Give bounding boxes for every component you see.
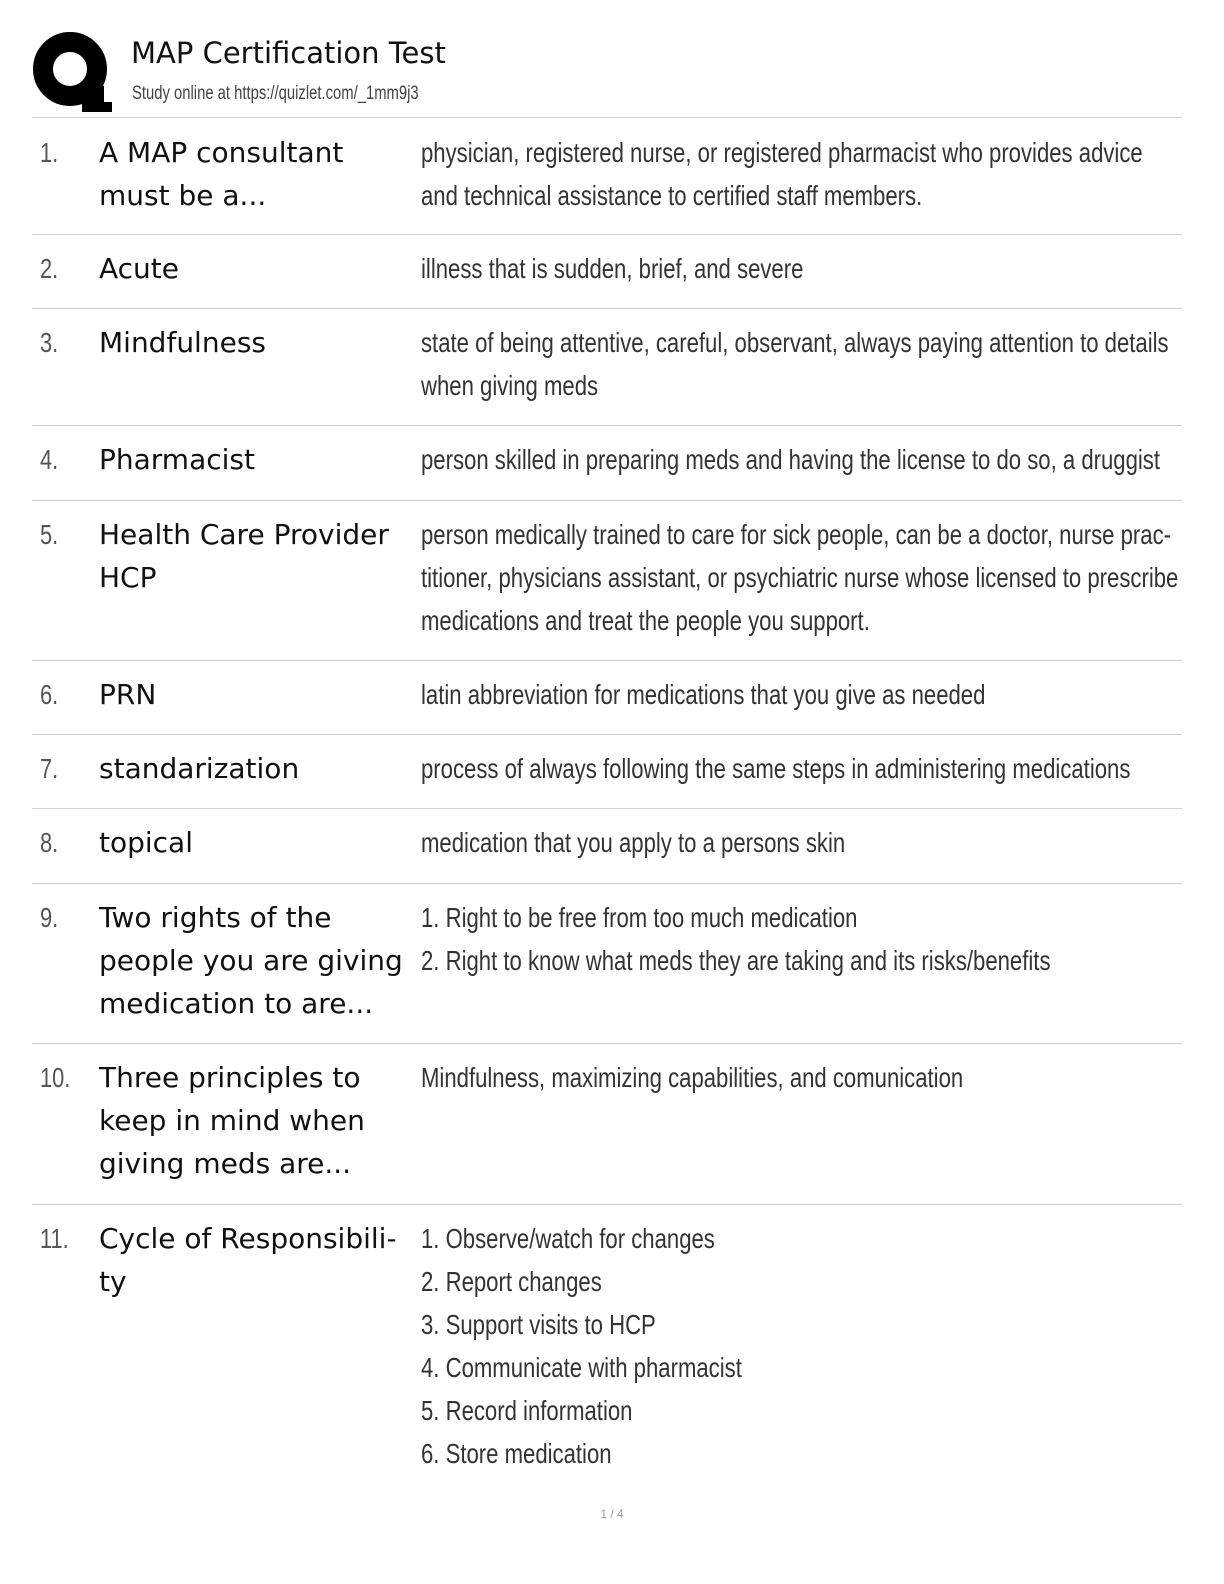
card-definition xyxy=(421,673,1172,716)
card-term: Pharmacist xyxy=(99,443,255,476)
divider xyxy=(32,1043,1182,1044)
divider xyxy=(32,1204,1182,1205)
card-definition xyxy=(421,821,1172,864)
definition-line: person skilled in preparing meds and having the license to do so, a druggist xyxy=(421,444,1161,475)
definition-line: latin abbreviation for medications that you give as needed xyxy=(421,679,986,710)
definition-line: 2. Report changes xyxy=(421,1266,602,1297)
card-definition xyxy=(421,896,1172,982)
definition-line: and technical assistance to certified staff members. xyxy=(421,180,923,211)
card-definition xyxy=(421,1217,1172,1475)
card-definition xyxy=(421,438,1172,481)
definition-line: process of always following the same steps in administering medications xyxy=(421,753,1131,784)
study-online-link[interactable]: Study online at https://quizlet.com/_1mm9j3 xyxy=(132,83,419,104)
definition-line: illness that is sudden, brief, and severe xyxy=(421,253,804,284)
card-term: Cycle of Responsibili- ty xyxy=(99,1222,397,1298)
page-title: MAP Certification Test xyxy=(131,36,446,70)
card-number: 2. xyxy=(40,253,59,284)
card-term: Three principles to keep in mind when giving meds are... xyxy=(99,1061,365,1180)
divider xyxy=(32,734,1182,735)
card-term: topical xyxy=(99,826,193,859)
card-definition xyxy=(421,321,1172,407)
definition-line: medication that you apply to a persons skin xyxy=(421,827,846,858)
card-term: Two rights of the people you are giving medication to are... xyxy=(99,901,403,1020)
definition-line: 1. Right to be free from too much medication xyxy=(421,902,858,933)
card-number: 1. xyxy=(40,137,59,168)
card-term: Mindfulness xyxy=(99,326,266,359)
card-number: 3. xyxy=(40,327,59,358)
divider xyxy=(32,234,1182,235)
card-number: 4. xyxy=(40,444,59,475)
page-number: 1 / 4 xyxy=(600,1507,624,1521)
definition-line: 2. Right to know what meds they are taking and its risks/benefits xyxy=(421,945,1051,976)
card-number: 7. xyxy=(40,753,59,784)
definition-line: 1. Observe/watch for changes xyxy=(421,1223,715,1254)
definition-line: 5. Record information xyxy=(421,1395,633,1426)
divider xyxy=(32,883,1182,884)
card-definition xyxy=(421,247,1172,290)
card-number: 9. xyxy=(40,902,59,933)
divider xyxy=(32,308,1182,309)
divider xyxy=(32,117,1182,118)
definition-line: physician, registered nurse, or registered pharmacist who provides advice xyxy=(421,137,1143,168)
card-term: Health Care Provider HCP xyxy=(99,518,389,594)
definition-line: titioner, physicians assistant, or psychiatric nurse whose licensed to prescribe xyxy=(421,562,1179,593)
definition-line: 4. Communicate with pharmacist xyxy=(421,1352,742,1383)
definition-line: when giving meds xyxy=(421,370,599,401)
card-number: 10. xyxy=(40,1062,71,1093)
page-header xyxy=(32,28,1182,114)
card-definition xyxy=(421,747,1172,790)
definition-line: Mindfulness, maximizing capabilities, and comunication xyxy=(421,1062,964,1093)
card-definition xyxy=(421,513,1179,642)
card-term: Acute xyxy=(99,252,180,285)
definition-line: 3. Support visits to HCP xyxy=(421,1309,656,1340)
card-number: 8. xyxy=(40,827,59,858)
divider xyxy=(32,425,1182,426)
definition-line: person medically trained to care for sick people, can be a doctor, nurse prac- xyxy=(421,519,1172,550)
definition-line: 6. Store medication xyxy=(421,1438,612,1469)
card-definition xyxy=(421,131,1172,217)
card-number: 6. xyxy=(40,679,59,710)
definition-line: medications and treat the people you support. xyxy=(421,605,870,636)
card-term: standarization xyxy=(99,752,300,785)
card-number: 11. xyxy=(40,1223,69,1254)
divider xyxy=(32,660,1182,661)
divider xyxy=(32,500,1182,501)
card-term: PRN xyxy=(99,678,157,711)
card-term: A MAP consultant must be a... xyxy=(99,136,344,212)
card-definition xyxy=(421,1056,1172,1099)
divider xyxy=(32,808,1182,809)
card-number: 5. xyxy=(40,519,59,550)
definition-line: state of being attentive, careful, observant, always paying attention to details xyxy=(421,327,1169,358)
quizlet-q-logo-icon xyxy=(32,32,116,116)
